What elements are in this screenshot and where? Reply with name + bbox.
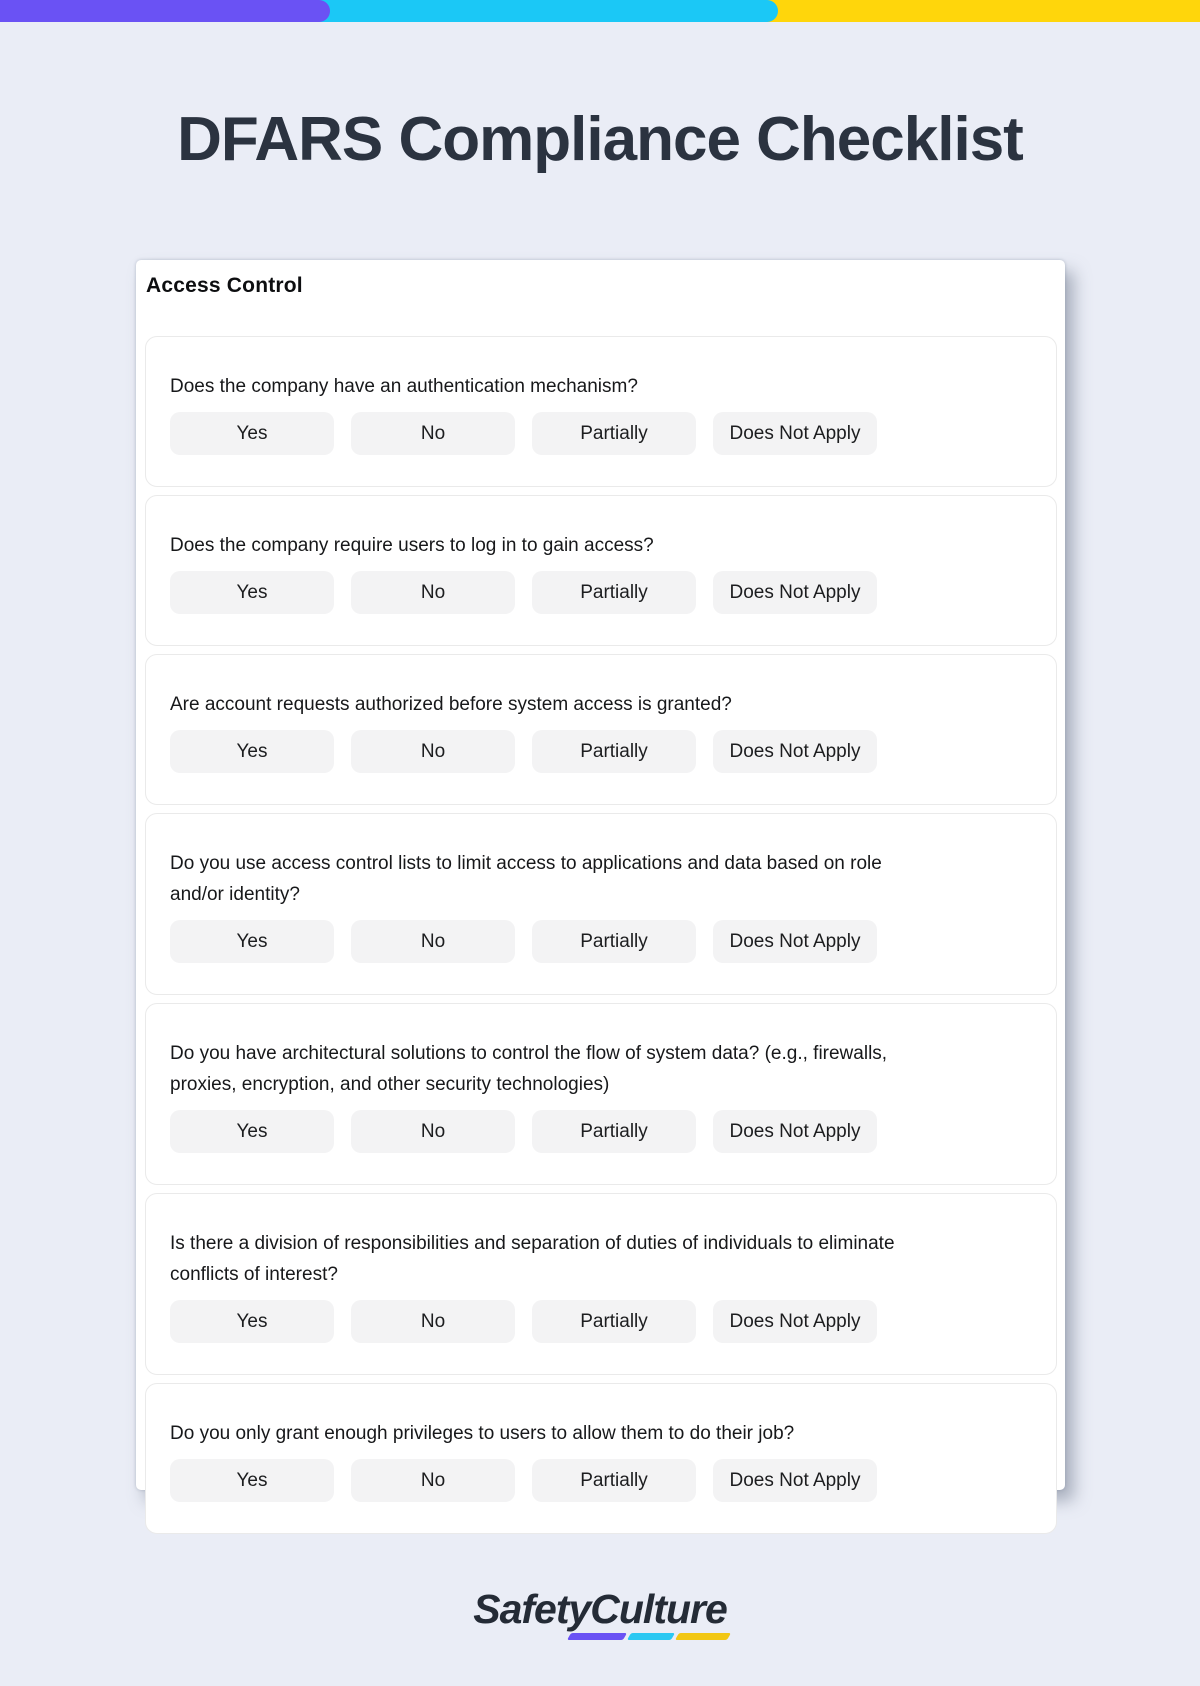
answer-no-button[interactable]: No xyxy=(351,1459,515,1502)
answer-options xyxy=(170,920,1032,963)
answer-partially-button[interactable]: Partially xyxy=(532,412,696,455)
answer-options xyxy=(170,412,1032,455)
answer-no-button[interactable]: No xyxy=(351,1300,515,1343)
question-card xyxy=(145,1383,1057,1534)
answer-does-not-apply-button[interactable]: Does Not Apply xyxy=(713,1300,877,1343)
answer-yes-button[interactable]: Yes xyxy=(170,1300,334,1343)
answer-yes-button[interactable]: Yes xyxy=(170,1110,334,1153)
answer-partially-button[interactable]: Partially xyxy=(532,730,696,773)
answer-options xyxy=(170,571,1032,614)
question-text: Do you have architectural solutions to control the flow of system data? (e.g., firewalls, proxies, encryption, and other security technologies) xyxy=(170,1043,888,1095)
answer-yes-button[interactable]: Yes xyxy=(170,571,334,614)
question-card xyxy=(145,336,1057,487)
answer-options xyxy=(170,1110,1032,1153)
answer-yes-button[interactable]: Yes xyxy=(170,412,334,455)
questions-list xyxy=(145,336,1057,1534)
answer-no-button[interactable]: No xyxy=(351,571,515,614)
answer-does-not-apply-button[interactable]: Does Not Apply xyxy=(713,1110,877,1153)
answer-no-button[interactable]: No xyxy=(351,1110,515,1153)
logo-text: SafetyCulture xyxy=(473,1586,727,1632)
answer-does-not-apply-button[interactable]: Does Not Apply xyxy=(713,412,877,455)
answer-no-button[interactable]: No xyxy=(351,412,515,455)
question-text: Is there a division of responsibilities and separation of duties of individuals to eliminate conflicts of interest? xyxy=(170,1233,895,1285)
checklist-card xyxy=(136,260,1065,1490)
question-card xyxy=(145,1003,1057,1185)
answer-does-not-apply-button[interactable]: Does Not Apply xyxy=(713,920,877,963)
answer-partially-button[interactable]: Partially xyxy=(532,1300,696,1343)
answer-partially-button[interactable]: Partially xyxy=(532,1110,696,1153)
question-text: Does the company have an authentication mechanism? xyxy=(170,376,638,397)
question-text: Does the company require users to log in to gain access? xyxy=(170,535,654,556)
answer-yes-button[interactable]: Yes xyxy=(170,1459,334,1502)
question-text: Are account requests authorized before system access is granted? xyxy=(170,694,732,715)
accent-bar-purple-segment xyxy=(0,0,330,22)
answer-no-button[interactable]: No xyxy=(351,920,515,963)
answer-no-button[interactable]: No xyxy=(351,730,515,773)
top-accent-bar xyxy=(0,0,1200,22)
logo-underline-stripe xyxy=(569,1633,729,1640)
question-text: Do you use access control lists to limit access to applications and data based on role and/or identity? xyxy=(170,853,882,905)
answer-partially-button[interactable]: Partially xyxy=(532,1459,696,1502)
footer xyxy=(0,1586,1200,1633)
safetyculture-logo xyxy=(473,1586,727,1633)
question-card xyxy=(145,495,1057,646)
answer-yes-button[interactable]: Yes xyxy=(170,920,334,963)
stripe-yellow-segment xyxy=(675,1633,731,1640)
page-title: DFARS Compliance Checklist xyxy=(177,105,1023,174)
section-title: Access Control xyxy=(146,274,303,297)
question-card xyxy=(145,813,1057,995)
answer-does-not-apply-button[interactable]: Does Not Apply xyxy=(713,730,877,773)
answer-yes-button[interactable]: Yes xyxy=(170,730,334,773)
question-text: Do you only grant enough privileges to users to allow them to do their job? xyxy=(170,1423,795,1444)
answer-does-not-apply-button[interactable]: Does Not Apply xyxy=(713,571,877,614)
accent-bar-yellow-segment xyxy=(758,0,1200,22)
question-card xyxy=(145,1193,1057,1375)
question-card xyxy=(145,654,1057,805)
answer-partially-button[interactable]: Partially xyxy=(532,571,696,614)
answer-does-not-apply-button[interactable]: Does Not Apply xyxy=(713,1459,877,1502)
answer-options xyxy=(170,730,1032,773)
stripe-cyan-segment xyxy=(627,1633,675,1640)
answer-partially-button[interactable]: Partially xyxy=(532,920,696,963)
answer-options xyxy=(170,1300,1032,1343)
stripe-purple-segment xyxy=(567,1633,627,1640)
answer-options xyxy=(170,1459,1032,1502)
